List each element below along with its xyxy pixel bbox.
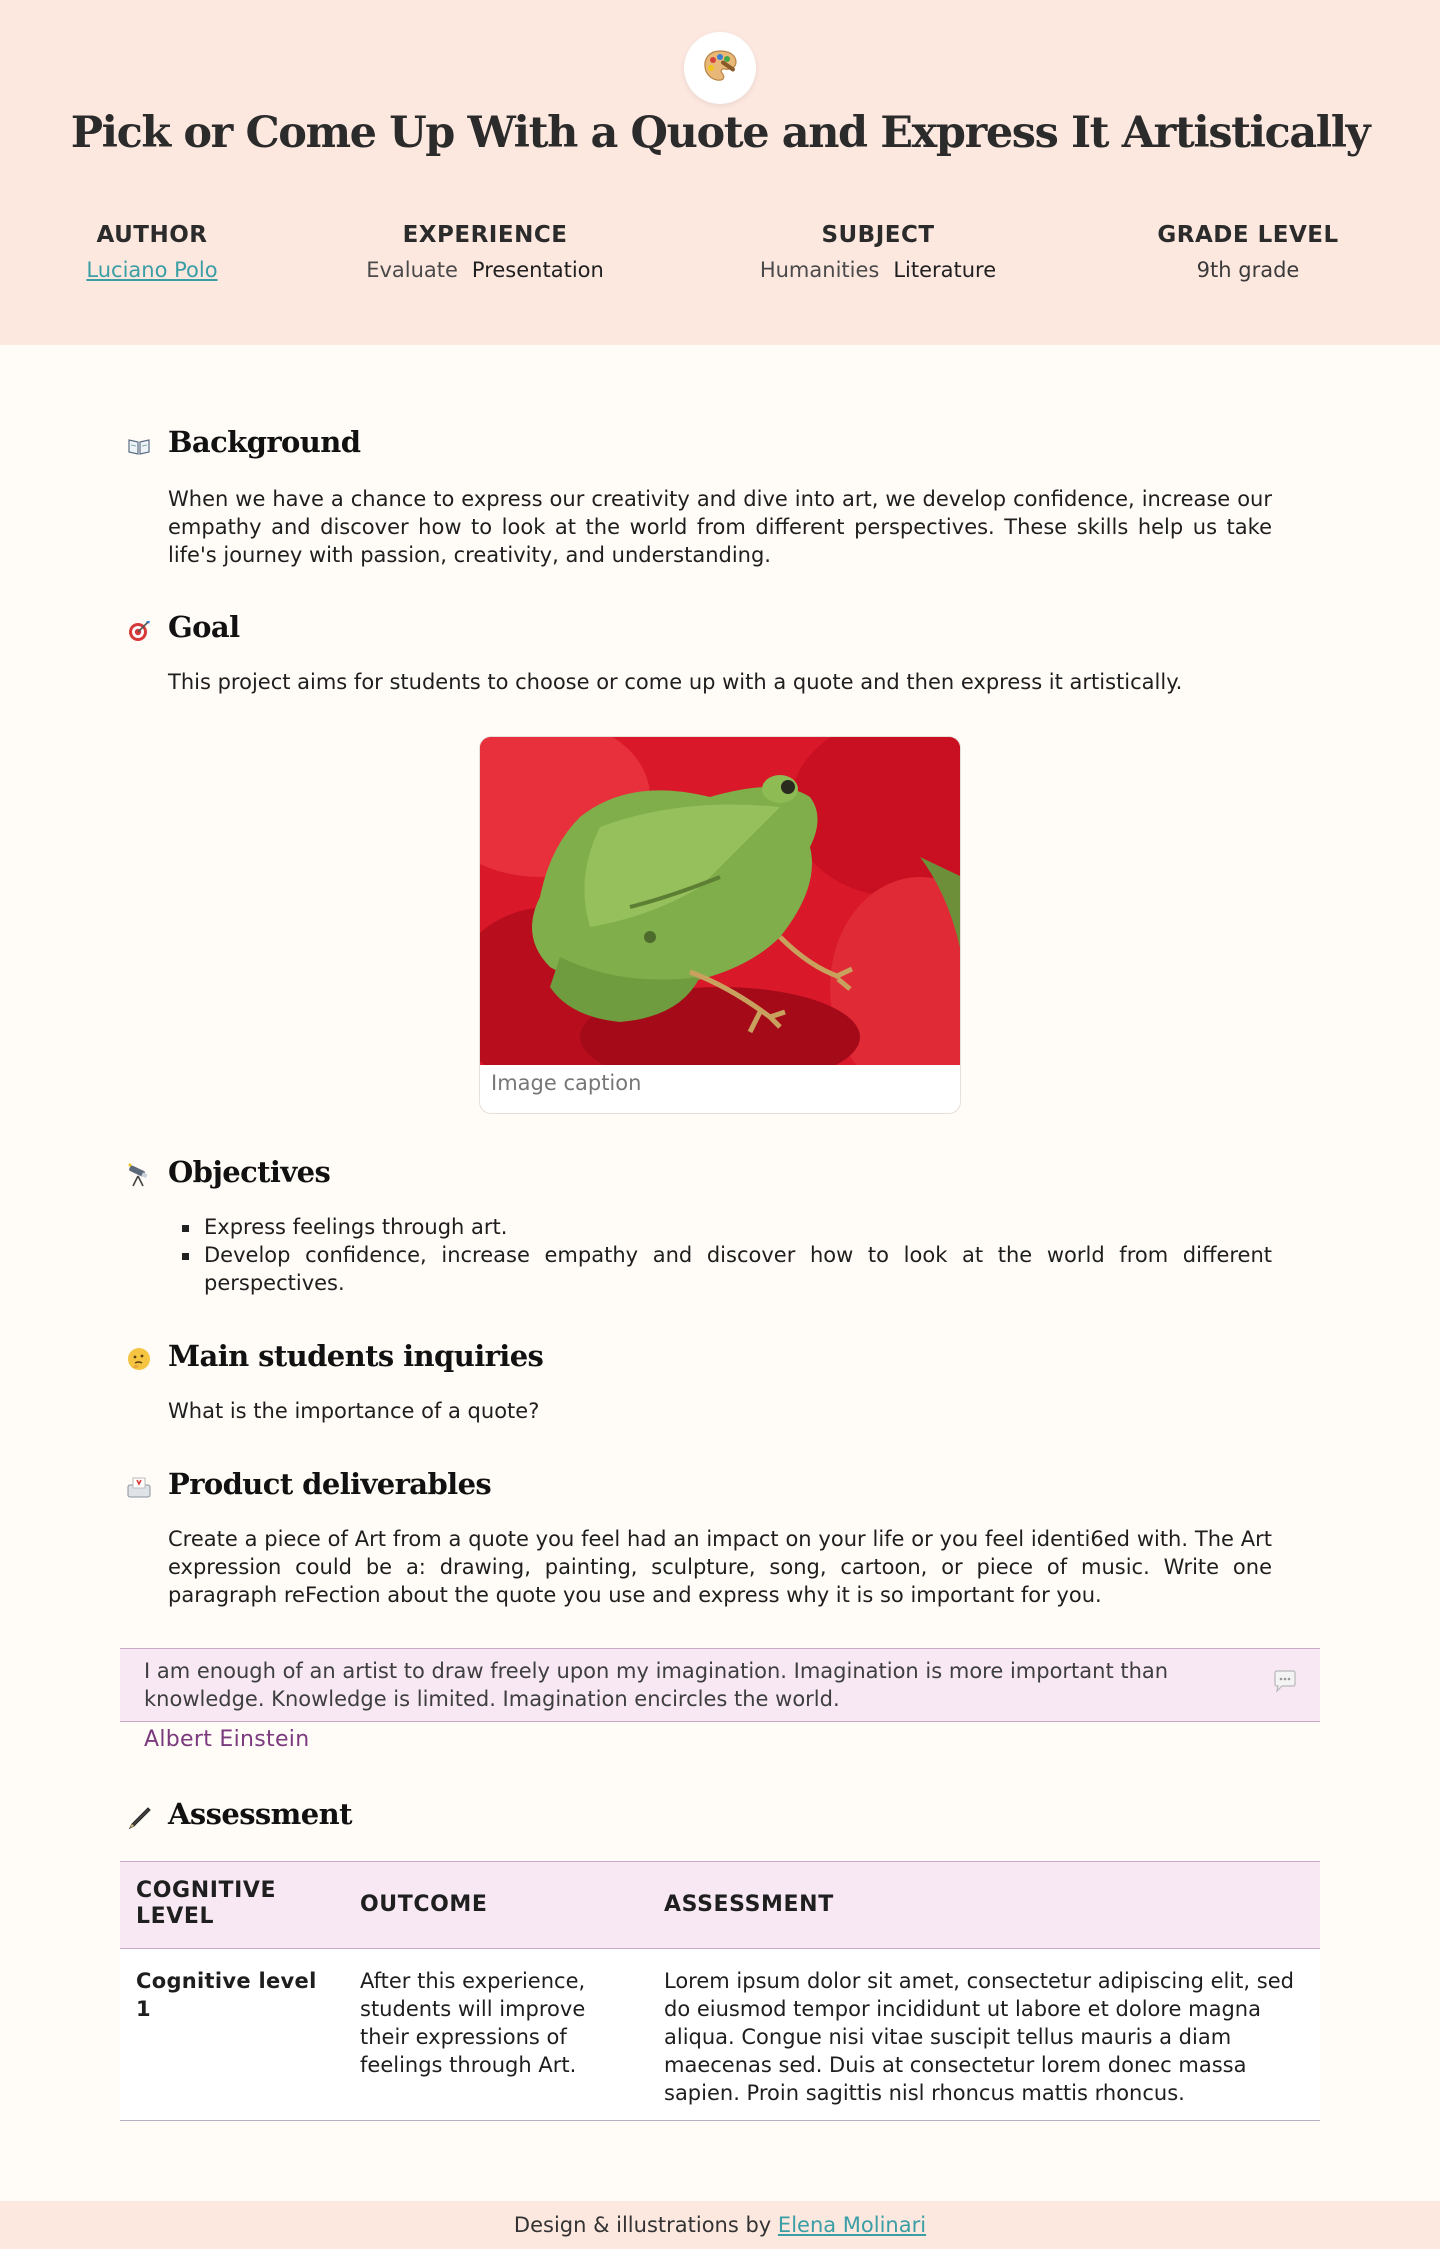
palette-icon (700, 46, 740, 90)
goal-text: This project aims for students to choose or come up with a quote and then express it artistically. (168, 670, 1183, 694)
meta-grade-level (1108, 222, 1388, 282)
logo-badge (684, 32, 756, 104)
meta-experience (325, 222, 645, 282)
telescope-icon (126, 1162, 152, 1188)
page-footer (0, 2201, 1440, 2249)
frog-image (480, 737, 961, 1065)
quote-block (120, 1648, 1320, 1722)
table-row (120, 1949, 1320, 2120)
subject-tag: Humanities (759, 258, 880, 282)
table-cell-level: Cognitive level 1 (136, 1969, 317, 2021)
column-header: OUTCOME (360, 1892, 488, 1917)
subject-tag: Literature (893, 258, 997, 282)
image-caption: Image caption (491, 1071, 642, 1095)
table-cell-assessment: Lorem ipsum dolor sit amet, consectetur adipiscing elit, sed do eiusmod tempor incididunt ut labore et dolore magna aliqua. Congue nisi vitae suscipit tellus mauris a diam maecenas sed. Duis at consectetur lorem donec massa sapien. Proin sagittis nisl rhoncus mattis rhoncus. (664, 1969, 1294, 2105)
goal-title: Goal (168, 610, 240, 644)
assessment-title: Assessment (168, 1797, 352, 1831)
deliverables-text: Create a piece of Art from a quote you feel had an impact on your life or you feel identi6ed with. The Art expression could be a: drawing, painting, sculpture, song, cartoon, or piece of music. Write one paragraph reFection about the quote you use and express why it is so important for you. (168, 1527, 1272, 1607)
designer-link[interactable]: Elena Molinari (777, 2213, 927, 2237)
inbox-tray-icon (126, 1474, 152, 1500)
quote-text: I am enough of an artist to draw freely upon my imagination. Imagination is more important than knowledge. Knowledge is limited. Imagination encircles the world. (144, 1659, 1169, 1711)
background-title: Background (168, 425, 361, 459)
meta-subject-label: SUBJECT (821, 222, 935, 248)
table-cell-outcome: After this experience, students will improve their expressions of feelings through Art. (360, 1969, 586, 2077)
speech-bubble-icon (1272, 1669, 1298, 1697)
experience-tag: Presentation (471, 258, 604, 282)
column-header: ASSESSMENT (664, 1892, 834, 1917)
open-book-icon (126, 433, 152, 459)
grade-value: 9th grade (1196, 258, 1300, 282)
background-text: When we have a chance to express our creativity and dive into art, we develop confidence, increase our empathy and discover how to look at the world from different perspectives. These skills help us take life's journey with passion, creativity, and understanding. (168, 487, 1272, 567)
list-item: Develop confidence, increase empathy and discover how to look at the world from different perspectives. (168, 1241, 1272, 1297)
meta-author-label: AUTHOR (96, 222, 208, 248)
target-icon (126, 618, 152, 644)
quote-author: Albert Einstein (144, 1727, 310, 1752)
table-header (120, 1862, 1320, 1949)
experience-tag: Evaluate (366, 258, 458, 282)
objectives-title: Objectives (168, 1155, 331, 1189)
meta-grade-label: GRADE LEVEL (1157, 222, 1339, 248)
meta-subject (718, 222, 1038, 282)
image-figure (479, 736, 961, 1114)
meta-author (52, 222, 252, 282)
deliverables-title: Product deliverables (168, 1467, 492, 1501)
author-link[interactable]: Luciano Polo (86, 258, 218, 282)
footer-prefix: Design & illustrations by (513, 2213, 772, 2237)
inquiries-text: What is the importance of a quote? (168, 1399, 540, 1423)
list-item: Express feelings through art. (168, 1213, 1272, 1241)
inquiries-title: Main students inquiries (168, 1339, 544, 1373)
objectives-list (168, 1213, 1272, 1297)
page-title: Pick or Come Up With a Quote and Express It Artistically (70, 108, 1370, 158)
pen-icon (126, 1806, 152, 1832)
meta-experience-label: EXPERIENCE (402, 222, 568, 248)
column-header: COGNITIVE LEVEL (136, 1878, 277, 1929)
thinking-face-icon (126, 1346, 152, 1372)
assessment-table (120, 1861, 1320, 2121)
page-header (0, 0, 1440, 345)
